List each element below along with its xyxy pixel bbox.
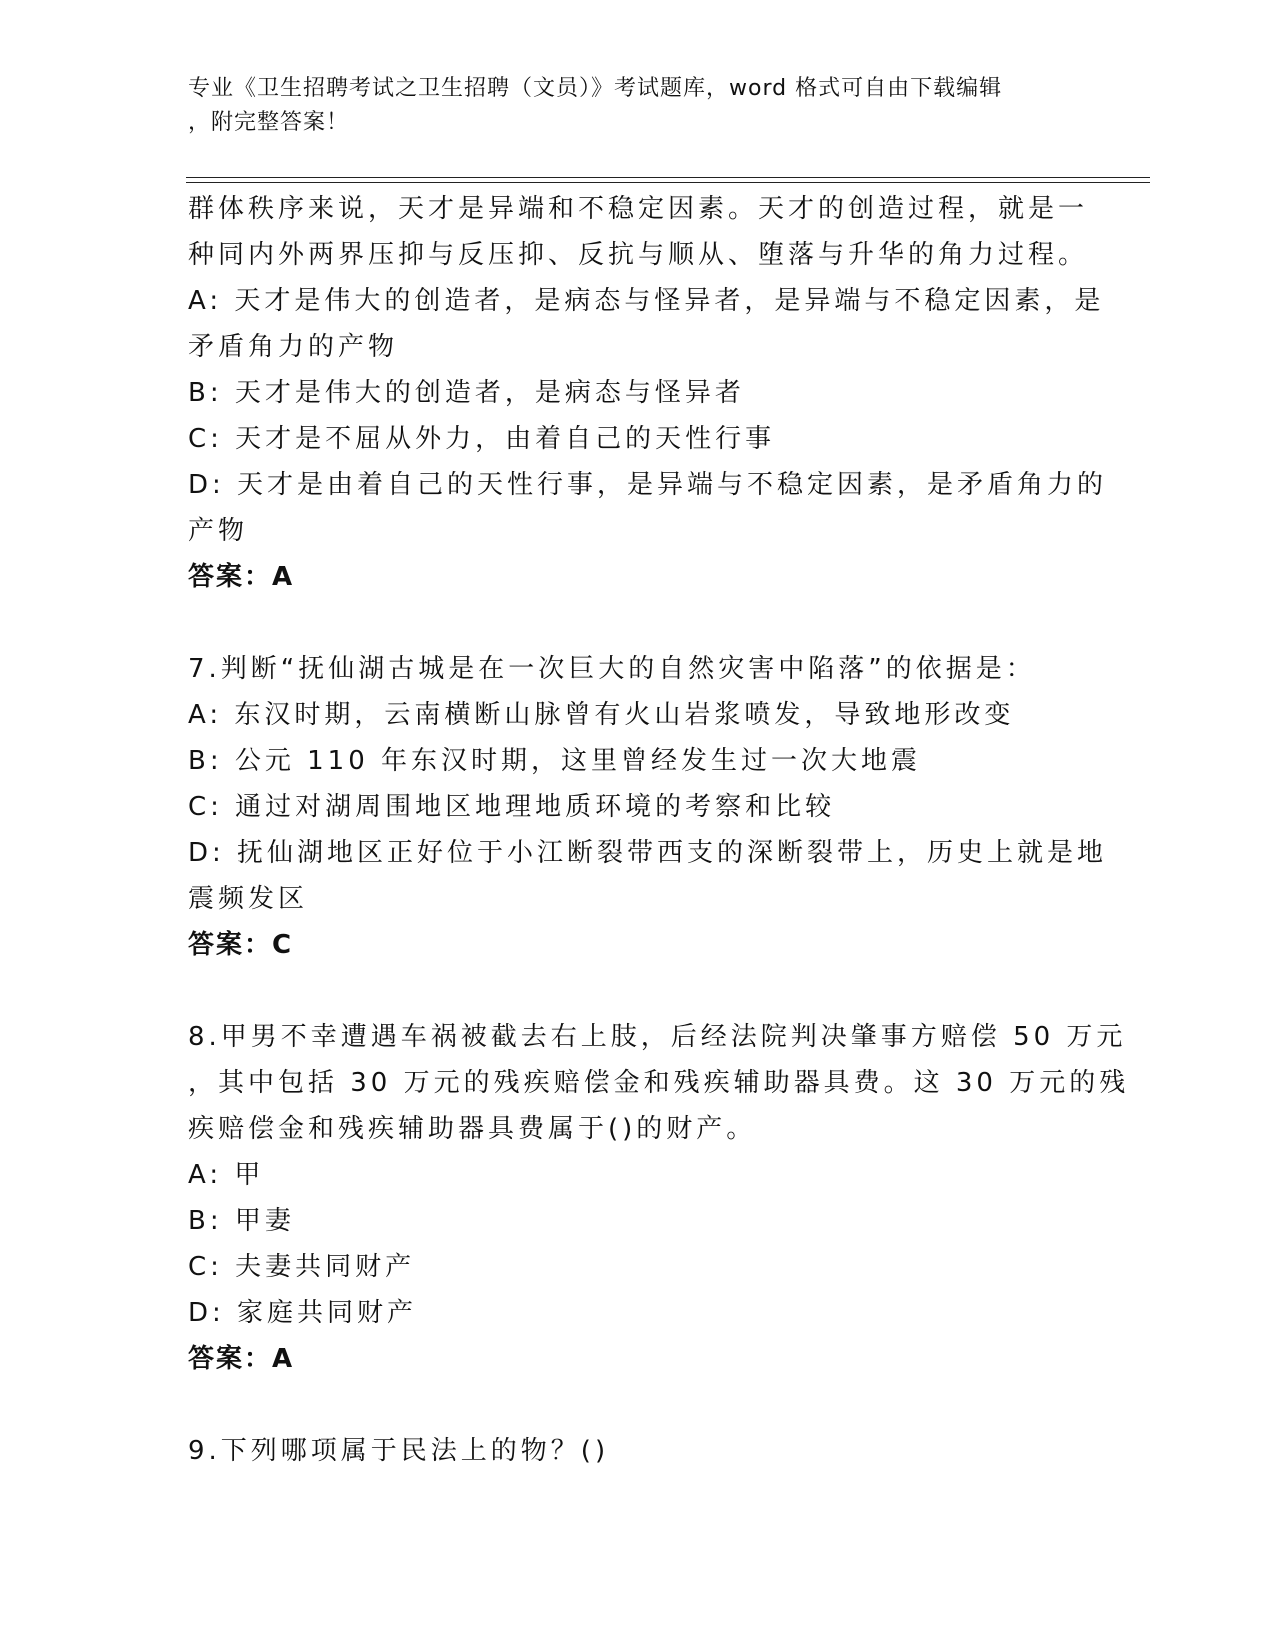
question-content (188, 186, 1130, 1474)
question-stem-line: ，其中包括 30 万元的残疾赔偿金和残疾辅助器具费。这 30 万元的残 (188, 1068, 1130, 1098)
option-d-continued: 震频发区 (188, 884, 309, 914)
question-block-9 (188, 1428, 1088, 1474)
option-c: C: 夫妻共同财产 (188, 1252, 416, 1282)
question-block-prev (188, 186, 1108, 600)
question-stem-line: 7.判断“抚仙湖古城是在一次巨大的自然灾害中陷落”的依据是： (188, 654, 1036, 684)
question-stem-line: 群体秩序来说，天才是异端和不稳定因素。天才的创造过程，就是一 (188, 194, 1089, 224)
option-b: B: 公元 110 年东汉时期，这里曾经发生过一次大地震 (188, 746, 922, 776)
option-d: D: 家庭共同财产 (188, 1298, 418, 1328)
question-stem-line: 疾赔偿金和残疾辅助器具费属于()的财产。 (188, 1114, 757, 1144)
spacer (188, 1382, 1088, 1428)
option-b: B: 甲妻 (188, 1206, 295, 1236)
question-block-8 (188, 1014, 1130, 1382)
answer-label: 答案：C (188, 930, 294, 960)
option-d-continued: 产物 (188, 516, 249, 546)
option-a: A: 天才是伟大的创造者，是病态与怪异者，是异端与不稳定因素，是 (188, 286, 1105, 316)
question-stem-line: 8.甲男不幸遭遇车祸被截去右上肢，后经法院判决肇事方赔偿 50 万元 (188, 1022, 1127, 1052)
document-header (188, 72, 1068, 140)
header-divider-top (186, 177, 1150, 178)
option-d: D: 天才是由着自己的天性行事，是异端与不稳定因素，是矛盾角力的 (188, 470, 1108, 500)
option-c: C: 通过对湖周围地区地理地质环境的考察和比较 (188, 792, 836, 822)
header-line-1: 专业《卫生招聘考试之卫生招聘（文员）》考试题库，word 格式可自由下载编辑 (188, 76, 1003, 101)
option-b: B: 天才是伟大的创造者，是病态与怪异者 (188, 378, 745, 408)
option-c: C: 天才是不屈从外力，由着自己的天性行事 (188, 424, 776, 454)
option-d: D: 抚仙湖地区正好位于小江断裂带西支的深断裂带上，历史上就是地 (188, 838, 1108, 868)
question-block-7 (188, 646, 1108, 968)
answer-label: 答案：A (188, 562, 295, 592)
question-stem-line: 种同内外两界压抑与反压抑、反抗与顺从、堕落与升华的角力过程。 (188, 240, 1089, 270)
option-a: A: 东汉时期，云南横断山脉曾有火山岩浆喷发，导致地形改变 (188, 700, 1015, 730)
answer-label: 答案：A (188, 1344, 295, 1374)
option-a: A: 甲 (188, 1160, 265, 1190)
spacer (188, 600, 1088, 646)
header-divider-bottom (186, 182, 1150, 183)
option-a-continued: 矛盾角力的产物 (188, 332, 399, 362)
question-stem-line: 9.下列哪项属于民法上的物？() (188, 1436, 610, 1466)
spacer (188, 968, 1088, 1014)
header-line-2: ，附完整答案！ (188, 110, 350, 135)
